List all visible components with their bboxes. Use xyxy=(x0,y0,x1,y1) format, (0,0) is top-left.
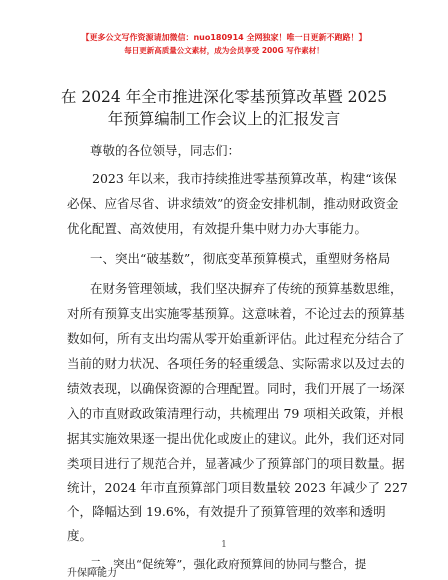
body-line: 在财务管理领域，我们坚决摒弃了传统的预算基数思维， xyxy=(90,281,403,296)
body-line: 对所有预算支出实施零基预算。这意味着，不论过去的预算基 xyxy=(67,306,405,321)
body-line: 必保、应省尽省、讲求绩效”的资金安排机制，推动财政资金 xyxy=(67,196,399,211)
body-line: 2023 年以来，我市持续推进零基预算改革，构建“该保 xyxy=(92,171,397,186)
section-heading: 二、突出“促统筹”，强化政府预算间的协同与整合，提 xyxy=(90,557,367,571)
promo-line-1: 【更多公文写作资源请加微信：nuo180914 全网独家！唯一日更新不跑路！】 xyxy=(81,33,367,42)
body-line: 绩效表现，以确保资源的合理配置。同时，我们开展了一场深 xyxy=(67,381,405,396)
section-heading-continued: 升保障能力 xyxy=(67,568,117,579)
page-number: 1 xyxy=(221,540,227,550)
body-line: 据其实施效果逐一提出优化或废止的建议。此外，我们还对同 xyxy=(67,431,405,446)
body-line: 个，降幅达到 19.6%，有效提升了预算管理的效率和透明 xyxy=(67,504,386,519)
body-line: 优化配置、高效使用，有效提升集中财力办大事能力。 xyxy=(67,221,368,236)
body-line: 度。 xyxy=(67,528,93,543)
document-title-line-1: 在 2024 年全市推进深化零基预算改革暨 2025 xyxy=(60,88,388,106)
section-heading: 一、突出“破基数”，彻底变革预算模式，重塑财务格局 xyxy=(90,251,391,266)
body-line: 当前的财力状况、各项任务的轻重缓急、实际需求以及过去的 xyxy=(67,356,405,371)
body-line: 类项目进行了规范合并，显著减少了预算部门的项目数量。据 xyxy=(67,456,405,471)
body-line: 数如何，所有支出均需从零开始重新评估。此过程充分结合了 xyxy=(67,331,405,346)
body-line: 入的市直财政政策清理行动，共梳理出 79 项相关政策，并根 xyxy=(67,406,404,421)
salutation: 尊敬的各位领导，同志们： xyxy=(90,143,241,158)
promo-line-2: 每日更新高质量公文素材，成为会员享受 200G 写作素材！ xyxy=(124,46,324,55)
body-line: 统计，2024 年市直预算部门项目数量较 2023 年减少了 227 xyxy=(67,480,408,495)
document-title-line-2: 年预算编制工作会议上的汇报发言 xyxy=(107,110,341,128)
